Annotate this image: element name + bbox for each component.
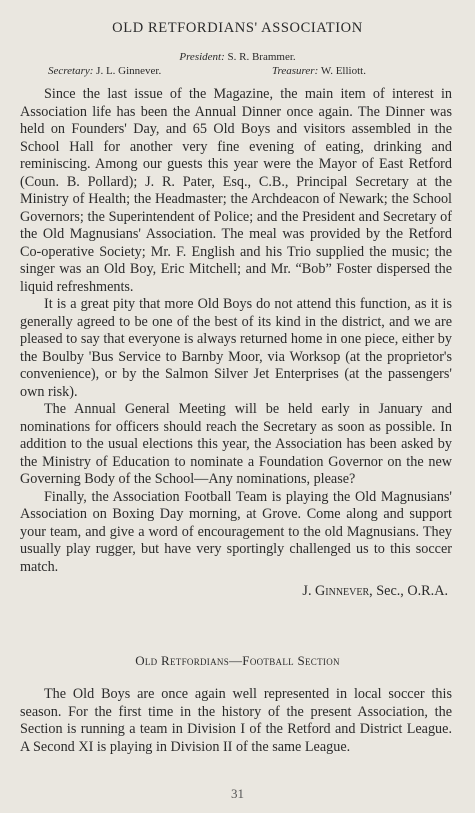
signature-name: J. Ginnever	[302, 583, 370, 599]
signature	[0, 583, 448, 600]
football-section-title: Old Retfordians—Football Section	[135, 653, 340, 668]
treasurer-name: W. Elliott.	[320, 65, 366, 77]
secretary-label: Secretary	[48, 65, 90, 77]
secretary-name: J. L. Ginnever.	[96, 65, 162, 77]
article-body	[20, 86, 452, 576]
article-paragraph: Finally, the Association Football Team is playing the Old Magnusians' Association on Boxing Day morning, at Grove. Come along and support your team, and give a word of encouragement to the old Magnusians. They usually play rugger, but have very sportingly challenged us to this soccer match.	[20, 488, 452, 575]
secretary-colon: :	[89, 65, 94, 77]
article-paragraph: The Annual General Meeting will be held early in January and nominations for officers should reach the Secretary as soon as possible. In addition to the usual elections this year, the Association has been asked by the Ministry of Education to nominate a Foundation Governor on the new Governing Body of the School—Any nominations, please?	[20, 401, 452, 487]
article-paragraph: Since the last issue of the Magazine, the main item of interest in Association life has been the Annual Dinner once again. The Dinner was held on Founders' Day, and 65 Old Boys and visitors assembled in the School Hall for another very fine evening of eating, drinking and reminiscing. Among our guests this year were the Mayor of East Retford (Coun. B. Pollard); J. R. Pater, Esq., C.B., Principal Secretary at the Ministry of Health; the Headmaster; the Archdeacon of Newark; the School Governors; the Superintendent of Police; and the President and Secretary of the Old Magnusians' Association. The meal was provided by the Retford Co-operative Society; Mr. F. English and his Trio supplied the music; the singer was an Old Boy, Eric Mitchell; and Mr. “Bob” Foster dispersed the liquid refreshments.	[20, 86, 452, 295]
article-paragraph: It is a great pity that more Old Boys do not attend this function, as it is generally agreed to be one of the best of its kind in the district, and we are pleased to say that everyone is always returned home in one piece, either by the Boulby 'Bus Service to Barnby Moor, via Worksop (at the proprietor's convenience), or by the Salmon Silver Jet Enterprises (at the passengers' own risk).	[20, 296, 452, 400]
page-title: OLD RETFORDIANS' ASSOCIATION	[112, 20, 363, 36]
signature-suffix: , Sec., O.R.A.	[369, 583, 448, 599]
president-line	[0, 51, 475, 63]
football-paragraph: The Old Boys are once again well represented in local soccer this season. For the first time in the history of the present Association, the Section is running a team in Division I of the Retford and District League. A Second XI is playing in Division II of the same League.	[20, 686, 452, 755]
football-body	[20, 686, 452, 756]
page-number: 31	[231, 786, 244, 801]
president-name: S. R. Brammer.	[227, 51, 296, 63]
treasurer-colon: :	[314, 65, 319, 77]
treasurer-label: Treasurer	[272, 65, 315, 77]
president-label: President	[179, 51, 222, 63]
secretary-treasurer-line	[48, 65, 438, 77]
treasurer-block	[272, 65, 366, 77]
president-colon: :	[221, 51, 225, 63]
